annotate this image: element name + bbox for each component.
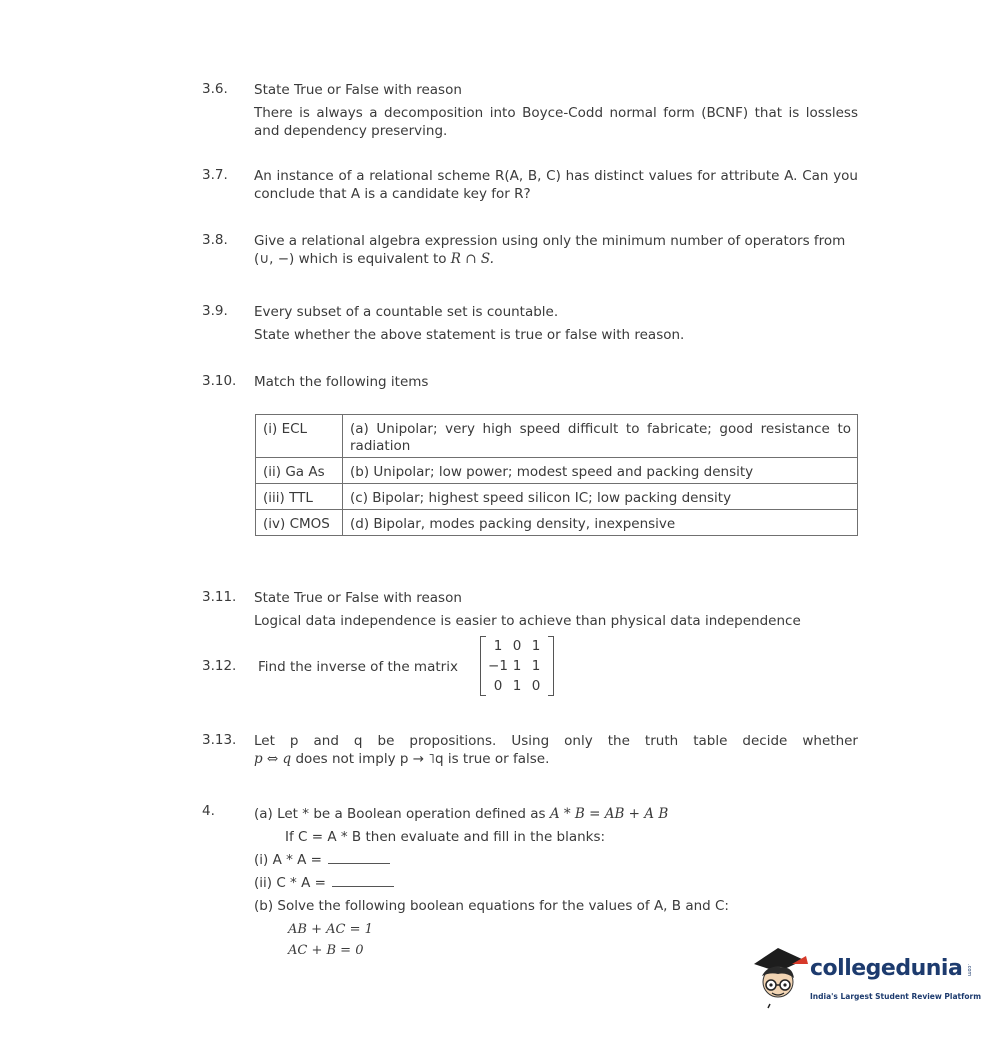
question-number: 3.10. (202, 373, 237, 389)
question-text (254, 232, 858, 268)
collegedunia-logo (748, 942, 982, 1012)
blank-label: (ii) C * A = (254, 875, 326, 891)
logo-domain: .com (966, 964, 972, 977)
question-text-part: does not imply p → ˥q is true or false. (295, 751, 550, 767)
question-instruction: State whether the above statement is true or false with reason. (254, 327, 685, 343)
match-table (255, 414, 858, 536)
table-cell-right: (a) Unipolar; very high speed difficult to fabricate; good resistance to radiation (343, 415, 858, 458)
matrix-cell: 0 (493, 678, 503, 694)
table-row (256, 484, 858, 510)
table-row (256, 415, 858, 458)
question-text: Find the inverse of the matrix (258, 659, 458, 675)
matrix-right-bracket (548, 636, 554, 696)
math-expression: p ⇔ q (254, 751, 292, 767)
matrix-cell: 1 (531, 638, 541, 654)
matrix (480, 636, 554, 696)
table-cell-left: (iii) TTL (256, 484, 343, 510)
question-number: 3.9. (202, 303, 228, 319)
question-instruction: State True or False with reason (254, 82, 462, 98)
math-expression: R ∩ S. (450, 251, 494, 267)
question-text-line (254, 750, 858, 768)
answer-blank (328, 851, 390, 864)
question-text: There is always a decomposition into Boyce-Codd normal form (BCNF) that is lossless and dependency preserving. (254, 105, 858, 139)
blank-ii (254, 872, 858, 895)
matrix-row (486, 676, 548, 696)
question-number: 3.6. (202, 81, 228, 97)
question-number: 3.8. (202, 232, 228, 248)
question-text-line: Let p and q be propositions. Using only the truth table decide whether (254, 733, 858, 749)
matrix-cell: 1 (512, 658, 522, 674)
question-text-part: (a) Let * be a Boolean operation defined as (254, 806, 546, 822)
answer-blank (332, 874, 394, 887)
table-cell-right: (d) Bipolar, modes packing density, inexpensive (343, 510, 858, 536)
question-number: 4. (202, 803, 215, 819)
question-instruction: State True or False with reason (254, 590, 462, 606)
logo-wordmark: collegedunia (810, 956, 963, 981)
matrix-cell: 1 (531, 658, 541, 674)
part-a-text (254, 803, 858, 826)
question-text: Every subset of a countable set is countable. (254, 304, 559, 320)
equation-1: AB + AC = 1 (288, 922, 373, 937)
matrix-cell: 1 (493, 638, 503, 654)
table-cell-right: (b) Unipolar; low power; modest speed and packing density (343, 458, 858, 484)
question-number: 3.11. (202, 589, 237, 605)
table-cell-right: (c) Bipolar; highest speed silicon IC; low packing density (343, 484, 858, 510)
question-text-part: Give a relational algebra expression using only the minimum number of operators from (254, 233, 846, 249)
matrix-cell: −1 (488, 658, 508, 674)
operator-set: (∪, −) (254, 251, 295, 267)
question-text: Match the following items (254, 374, 429, 390)
table-row (256, 510, 858, 536)
matrix-row (486, 656, 548, 676)
question-text: An instance of a relational scheme R(A, B, C) has distinct values for attribute A. Can you conclude that A is a candidate key for R? (254, 168, 858, 202)
table-cell-left: (ii) Ga As (256, 458, 343, 484)
part-b-text: (b) Solve the following boolean equations for the values of A, B and C: (254, 898, 729, 914)
table-cell-left: (iv) CMOS (256, 510, 343, 536)
blank-label: (i) A * A = (254, 852, 322, 868)
question-number: 3.7. (202, 167, 228, 183)
question-text-part: which is equivalent to (298, 251, 447, 267)
blank-i (254, 849, 858, 872)
question-text: Logical data independence is easier to achieve than physical data independence (254, 613, 801, 629)
math-expression: A * B = AB + A B (549, 806, 669, 822)
question-number: 3.13. (202, 732, 237, 748)
matrix-row (486, 636, 548, 656)
part-a-instruction: If C = A * B then evaluate and fill in the blanks: (285, 829, 606, 845)
matrix-cell: 0 (531, 678, 541, 694)
logo-tagline: India's Largest Student Review Platform (810, 992, 982, 1001)
table-cell-left: (i) ECL (256, 415, 343, 458)
question-number: 3.12. (202, 658, 237, 674)
table-row (256, 458, 858, 484)
equation-2: AC + B = 0 (288, 943, 364, 958)
matrix-cell: 1 (512, 678, 522, 694)
matrix-cell: 0 (512, 638, 522, 654)
mascot-icon (748, 942, 810, 1012)
